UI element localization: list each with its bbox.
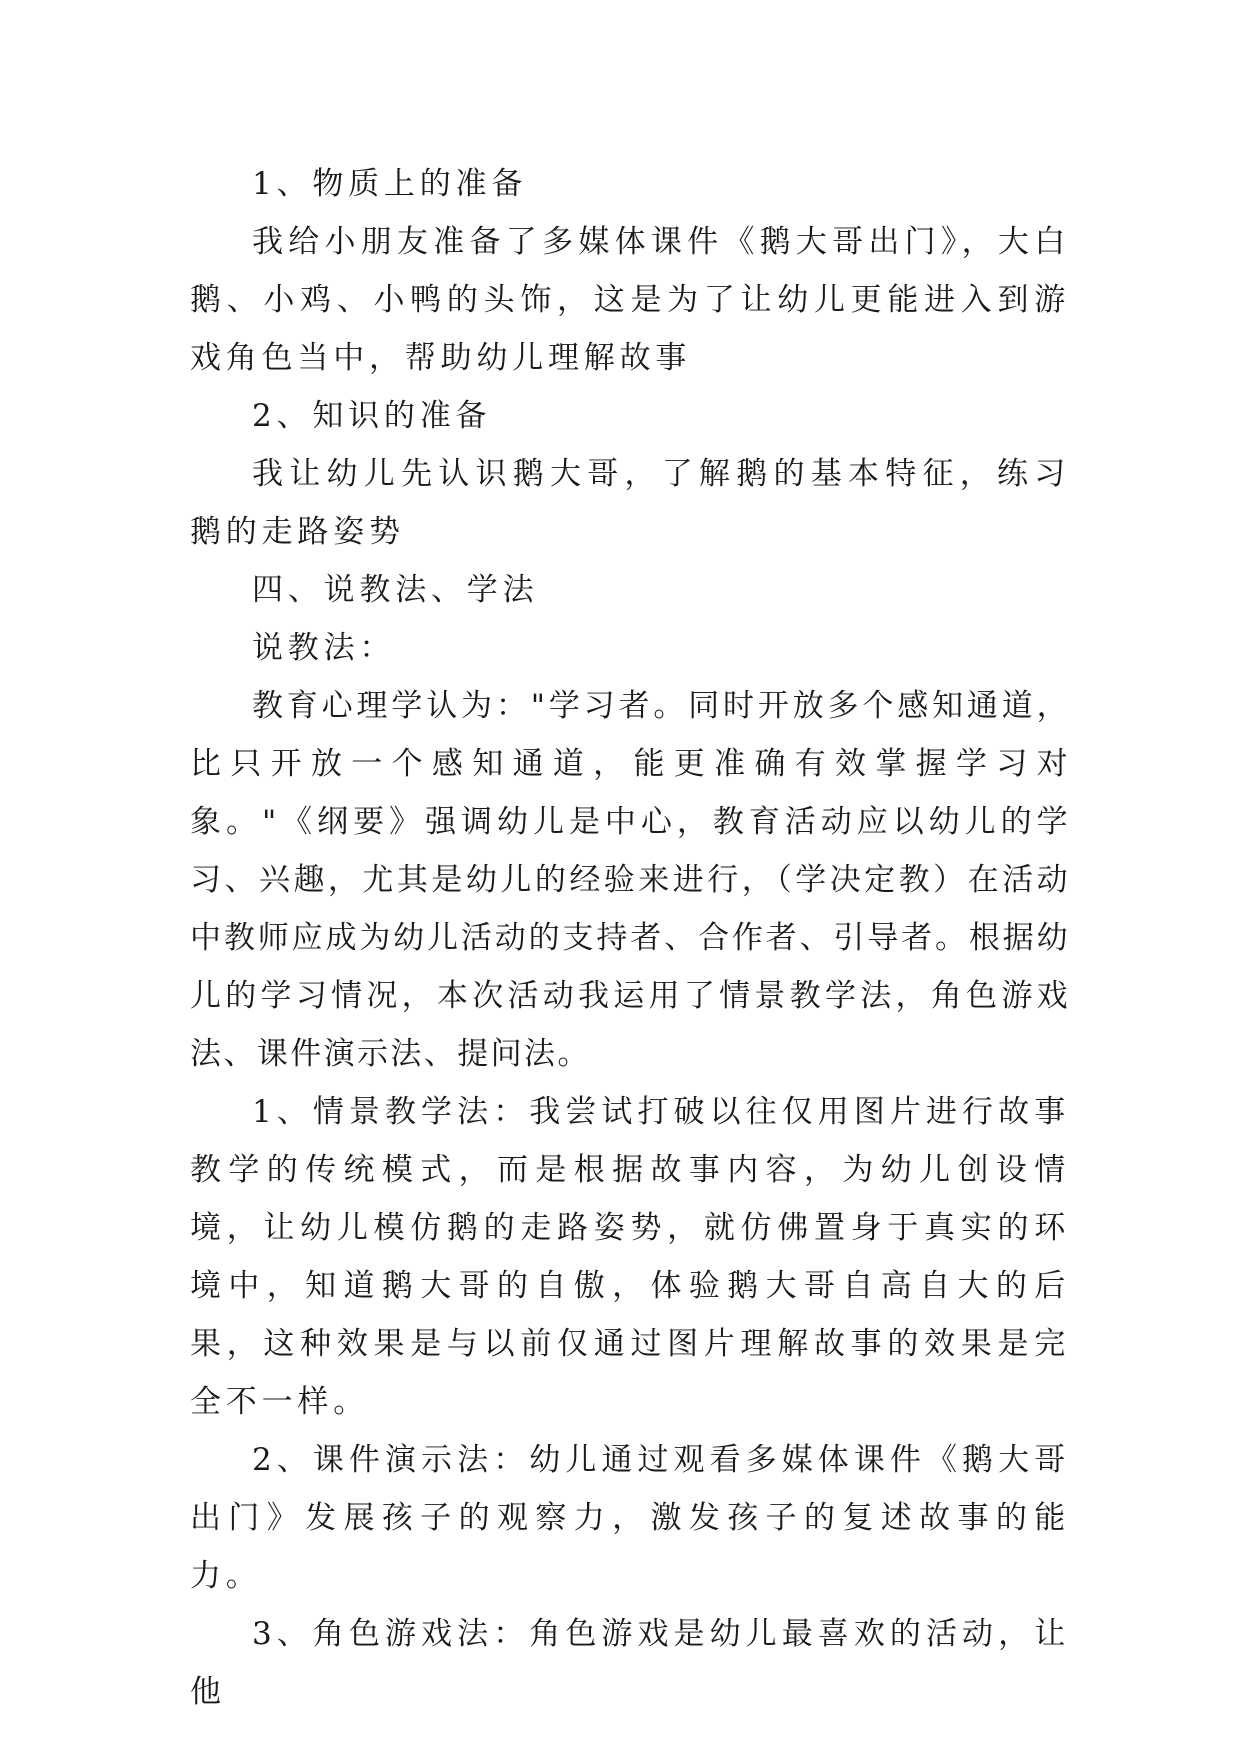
paragraph-situational-teaching: 1、情景教学法：我尝试打破以往仅用图片进行故事教学的传统模式，而是根据故事内容，为幼儿创设情境，让幼儿模仿鹅的走路姿势，就仿佛置身于真实的环境中，知道鹅大哥的自傲，体验鹅大哥自高自大的后果，这种效果是与以前仅通过图片理解故事的效果是完全不一样。 <box>190 1094 1070 1420</box>
paragraph-teaching-method-label: 说教法： <box>252 630 396 666</box>
document-body <box>190 155 1070 1721</box>
paragraph-knowledge-preparation-heading: 2、知识的准备 <box>252 398 492 434</box>
paragraph-knowledge-preparation: 我让幼儿先认识鹅大哥，了解鹅的基本特征，练习鹅的走路姿势 <box>190 456 1070 550</box>
paragraph-material-preparation-heading: 1、物质上的准备 <box>252 166 528 202</box>
paragraph-section-four-heading: 四、说教法、学法 <box>252 572 539 608</box>
paragraph-courseware-demonstration: 2、课件演示法：幼儿通过观看多媒体课件《鹅大哥出门》发展孩子的观察力，激发孩子的复述故事的能力。 <box>190 1442 1070 1594</box>
paragraph-educational-psychology: 教育心理学认为："学习者。同时开放多个感知通道，比只开放一个感知通道，能更准确有效掌握学习对象。"《纲要》强调幼儿是中心，教育活动应以幼儿的学习、兴趣，尤其是幼儿的经验来进行，（学决定教）在活动中教师应成为幼儿活动的支持者、合作者、引导者。根据幼儿的学习情况，本次活动我运用了情景教学法，角色游戏法、课件演示法、提问法。 <box>190 688 1070 1072</box>
paragraph-material-preparation: 我给小朋友准备了多媒体课件《鹅大哥出门》，大白鹅、小鸡、小鸭的头饰，这是为了让幼儿更能进入到游戏角色当中，帮助幼儿理解故事 <box>190 224 1070 376</box>
paragraph-role-play: 3、角色游戏法：角色游戏是幼儿最喜欢的活动，让他 <box>190 1616 1070 1710</box>
